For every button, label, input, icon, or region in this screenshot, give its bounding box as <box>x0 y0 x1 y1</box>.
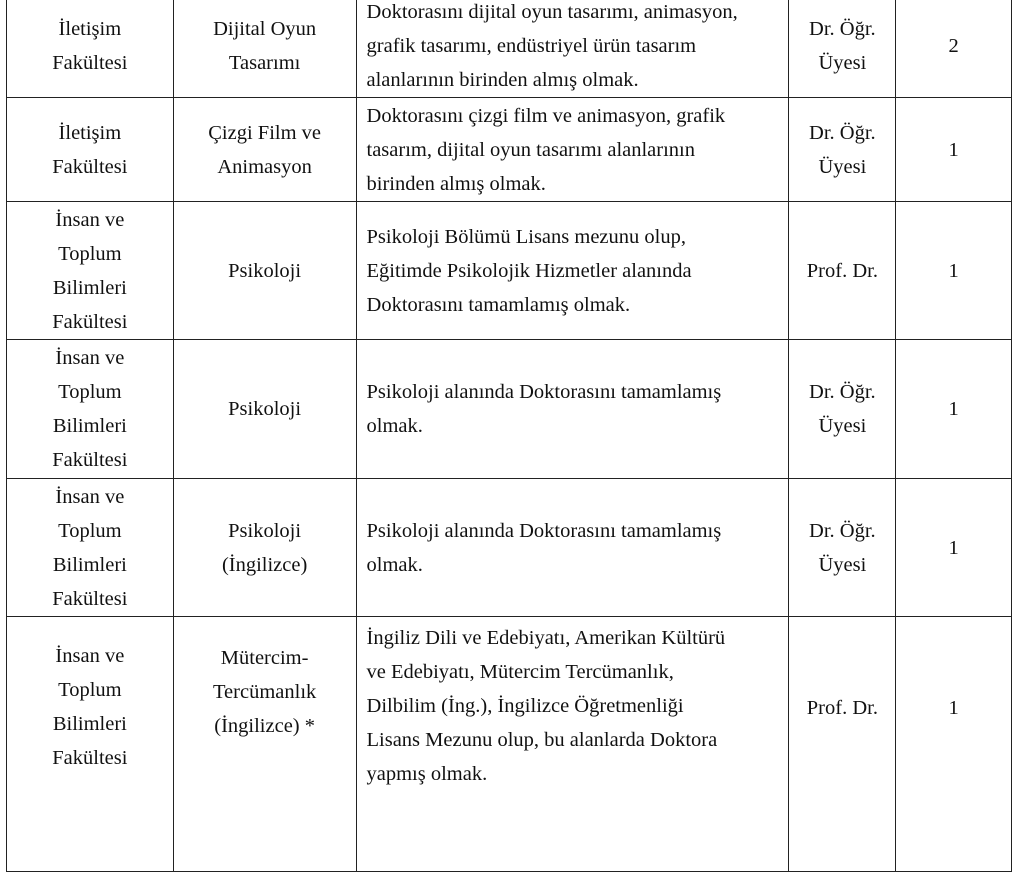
program-text: (İngilizce) <box>221 553 308 576</box>
title-cell <box>789 617 896 872</box>
title-text: Üyesi <box>818 155 867 178</box>
table-row <box>7 479 1012 617</box>
count-text: 1 <box>948 259 959 282</box>
count-cell <box>896 617 1012 872</box>
program-text: Animasyon <box>217 155 312 178</box>
faculty-cell <box>7 202 174 340</box>
positions-table <box>6 0 1012 872</box>
requirement-cell <box>356 479 789 617</box>
requirement-cell <box>356 98 789 202</box>
faculty-text: Fakültesi <box>52 449 128 471</box>
requirement-text: olmak. <box>366 415 423 437</box>
faculty-text: Bilimleri <box>52 415 127 437</box>
table-row <box>7 202 1012 340</box>
faculty-text: Bilimleri <box>52 553 127 576</box>
title-text: Üyesi <box>818 415 867 437</box>
requirement-cell <box>356 0 789 98</box>
count-text: 1 <box>948 398 959 420</box>
requirement-text: tasarım, dijital oyun tasarımı alanlarının <box>366 138 695 161</box>
requirement-text: Dilbilim (İng.), İngilizce Öğretmenliği <box>366 695 684 717</box>
faculty-text: İnsan ve <box>55 208 125 231</box>
program-text: Psikoloji <box>228 519 302 542</box>
title-cell <box>789 340 896 479</box>
count-cell <box>896 202 1012 340</box>
table-row <box>7 340 1012 479</box>
program-cell <box>173 0 356 98</box>
requirement-cell <box>356 617 789 872</box>
faculty-text: Toplum <box>58 679 122 701</box>
faculty-cell <box>7 340 174 479</box>
program-cell <box>173 479 356 617</box>
requirement-text: Doktorasını çizgi film ve animasyon, grafik <box>366 104 726 127</box>
faculty-text: Fakültesi <box>52 310 128 333</box>
faculty-text: İletişim <box>58 121 122 144</box>
title-text: Üyesi <box>818 553 867 576</box>
program-text: Psikoloji <box>228 259 302 282</box>
program-text: (İngilizce) * <box>214 715 315 737</box>
table-row <box>7 617 1012 872</box>
title-cell <box>789 98 896 202</box>
program-cell <box>173 617 356 872</box>
title-text: Prof. Dr. <box>806 697 878 719</box>
requirement-text: Psikoloji alanında Doktorasını tamamlamış <box>366 519 722 542</box>
title-text: Dr. Öğr. <box>809 18 876 40</box>
count-cell <box>896 0 1012 98</box>
title-cell <box>789 202 896 340</box>
requirement-text: Psikoloji alanında Doktorasını tamamlamış <box>366 381 722 403</box>
requirement-text: İngiliz Dili ve Edebiyatı, Amerikan Kültürü <box>366 627 726 649</box>
requirement-text: olmak. <box>366 553 423 576</box>
count-text: 1 <box>948 697 959 719</box>
count-text: 1 <box>948 138 959 161</box>
count-text: 2 <box>948 35 959 57</box>
title-text: Dr. Öğr. <box>809 121 876 144</box>
requirement-text: Doktorasını dijital oyun tasarımı, animasyon, <box>366 1 738 23</box>
requirement-text: alanlarının birinden almış olmak. <box>366 69 639 91</box>
requirement-text: Doktorasını tamamlamış olmak. <box>366 293 631 316</box>
faculty-text: Fakültesi <box>52 587 128 610</box>
requirement-text: yapmış olmak. <box>366 763 488 785</box>
requirement-cell <box>356 340 789 479</box>
program-text: Dijital Oyun <box>213 18 317 40</box>
faculty-text: İnsan ve <box>55 645 125 667</box>
requirement-cell <box>356 202 789 340</box>
title-text: Prof. Dr. <box>806 259 878 282</box>
requirement-text: birinden almış olmak. <box>366 172 546 195</box>
faculty-text: Fakültesi <box>52 155 128 178</box>
program-text: Çizgi Film ve <box>208 121 321 144</box>
count-cell <box>896 340 1012 479</box>
program-text: Tercümanlık <box>212 681 317 703</box>
program-text: Mütercim- <box>220 647 309 669</box>
program-cell <box>173 98 356 202</box>
faculty-cell <box>7 98 174 202</box>
count-cell <box>896 479 1012 617</box>
title-cell <box>789 0 896 98</box>
table-row <box>7 98 1012 202</box>
faculty-text: İnsan ve <box>55 485 125 508</box>
title-cell <box>789 479 896 617</box>
faculty-text: Bilimleri <box>52 713 127 735</box>
faculty-text: Toplum <box>58 381 122 403</box>
faculty-cell <box>7 479 174 617</box>
table-row <box>7 0 1012 98</box>
program-text: Psikoloji <box>228 398 302 420</box>
title-text: Üyesi <box>818 52 867 74</box>
faculty-text: Toplum <box>58 242 122 265</box>
count-cell <box>896 98 1012 202</box>
requirement-text: Psikoloji Bölümü Lisans mezunu olup, <box>366 225 686 248</box>
requirement-text: Lisans Mezunu olup, bu alanlarda Doktora <box>366 729 718 751</box>
count-text: 1 <box>948 536 959 559</box>
requirement-text: grafik tasarımı, endüstriyel ürün tasarım <box>366 35 697 57</box>
table-body <box>7 0 1012 872</box>
requirement-text: Eğitimde Psikolojik Hizmetler alanında <box>366 259 692 282</box>
program-cell <box>173 340 356 479</box>
faculty-text: Fakültesi <box>52 747 128 769</box>
program-text: Tasarımı <box>228 52 301 74</box>
faculty-cell <box>7 0 174 98</box>
faculty-text: Fakültesi <box>52 52 128 74</box>
title-text: Dr. Öğr. <box>809 381 876 403</box>
faculty-text: İletişim <box>58 18 122 40</box>
program-cell <box>173 202 356 340</box>
requirement-text: ve Edebiyatı, Mütercim Tercümanlık, <box>366 661 674 683</box>
faculty-cell <box>7 617 174 872</box>
title-text: Dr. Öğr. <box>809 519 876 542</box>
faculty-text: Toplum <box>58 519 122 542</box>
faculty-text: İnsan ve <box>55 347 125 369</box>
faculty-text: Bilimleri <box>52 276 127 299</box>
